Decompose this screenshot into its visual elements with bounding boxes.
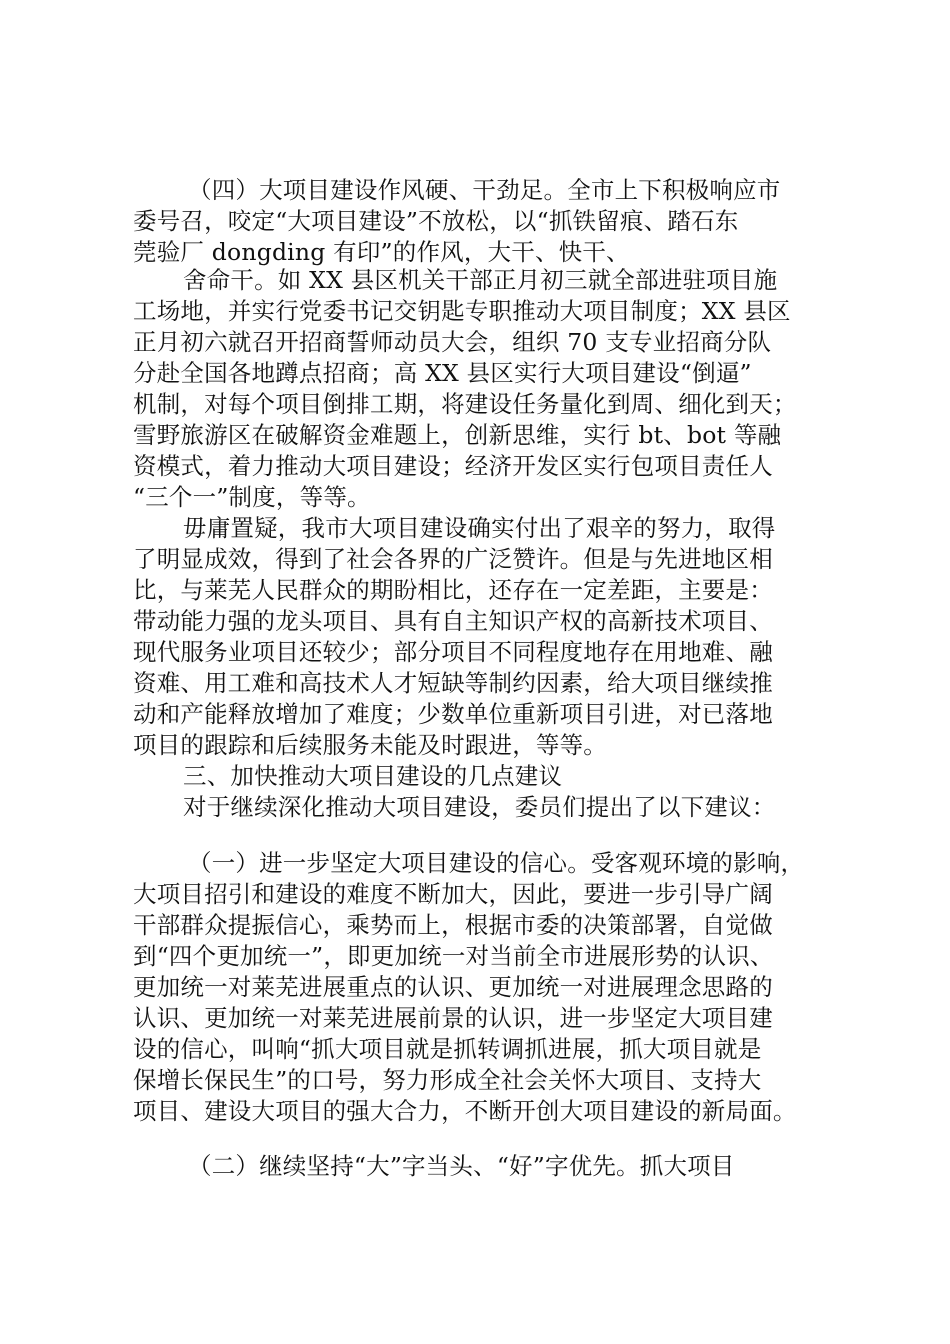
text-line: 工场地，并实行党委书记交钥匙专职推动大项目制度；XX 县区	[133, 297, 791, 325]
text-line: 了明显成效，得到了社会各界的广泛赞许。但是与先进地区相	[133, 545, 773, 573]
text-line: 机制，对每个项目倒排工期，将建设任务量化到周、细化到天；	[133, 390, 797, 418]
paragraph-1-heading-line: （一）进一步坚定大项目建设的信心。受客观环境的影响，	[188, 849, 805, 877]
paragraph-4-heading-line: （四）大项目建设作风硬、干劲足。全市上下积极响应市	[188, 176, 781, 204]
text-line: 比，与莱芜人民群众的期盼相比，还存在一定差距，主要是：	[133, 576, 773, 604]
text-line: 资模式，着力推动大项目建设；经济开发区实行包项目责任人	[133, 452, 773, 480]
text-line: 带动能力强的龙头项目、具有自主知识产权的高新技术项目、	[133, 607, 773, 635]
text-line: 现代服务业项目还较少；部分项目不同程度地存在用地难、融	[133, 638, 773, 666]
text-line: 保增长保民生”的口号，努力形成全社会关怀大项目、支持大	[133, 1066, 762, 1094]
text-line: 项目的跟踪和后续服务未能及时跟进，等等。	[133, 731, 607, 759]
paragraph-2-heading-line: （二）继续坚持“大”字当头、“好”字优先。抓大项目	[188, 1152, 735, 1180]
text-line: 毋庸置疑，我市大项目建设确实付出了艰辛的努力，取得	[183, 514, 776, 542]
text-line: 分赴全国各地蹲点招商；高 XX 县区实行大项目建设“倒逼”	[133, 359, 752, 387]
text-line: 到“四个更加统一”，即更加统一对当前全市进展形势的认识、	[133, 942, 774, 970]
text-line: 舍命干。如 XX 县区机关干部正月初三就全部进驻项目施	[183, 266, 778, 294]
text-line: 资难、用工难和高技术人才短缺等制约因素，给大项目继续推	[133, 669, 773, 697]
text-line: “三个一”制度，等等。	[133, 483, 371, 511]
section-heading: 三、加快推动大项目建设的几点建议	[183, 762, 563, 790]
text-line: 大项目招引和建设的难度不断加大，因此，要进一步引导广阔	[133, 880, 773, 908]
text-line: 雪野旅游区在破解资金难题上，创新思维，实行 bt、bot 等融	[133, 421, 782, 449]
text-line: 正月初六就召开招商誓师动员大会，组织 70 支专业招商分队	[133, 328, 772, 356]
text-line: 动和产能释放增加了难度；少数单位重新项目引进，对已落地	[133, 700, 773, 728]
text-line: 对于继续深化推动大项目建设，委员们提出了以下建议：	[183, 793, 776, 821]
text-line: 更加统一对莱芜进展重点的认识、更加统一对进展理念思路的	[133, 973, 773, 1001]
text-line: 干部群众提振信心，乘势而上，根据市委的决策部署，自觉做	[133, 911, 773, 939]
text-line: 设的信心，叫响“抓大项目就是抓转调抓进展，抓大项目就是	[133, 1035, 762, 1063]
text-line: 莞验厂 dongding 有印”的作风，大干、快干、	[133, 238, 630, 266]
text-line: 项目、建设大项目的强大合力，不断开创大项目建设的新局面。	[133, 1097, 797, 1125]
text-line: 委号召，咬定“大项目建设”不放松，以“抓铁留痕、踏石东	[133, 207, 739, 235]
text-line: 认识、更加统一对莱芜进展前景的认识，进一步坚定大项目建	[133, 1004, 773, 1032]
